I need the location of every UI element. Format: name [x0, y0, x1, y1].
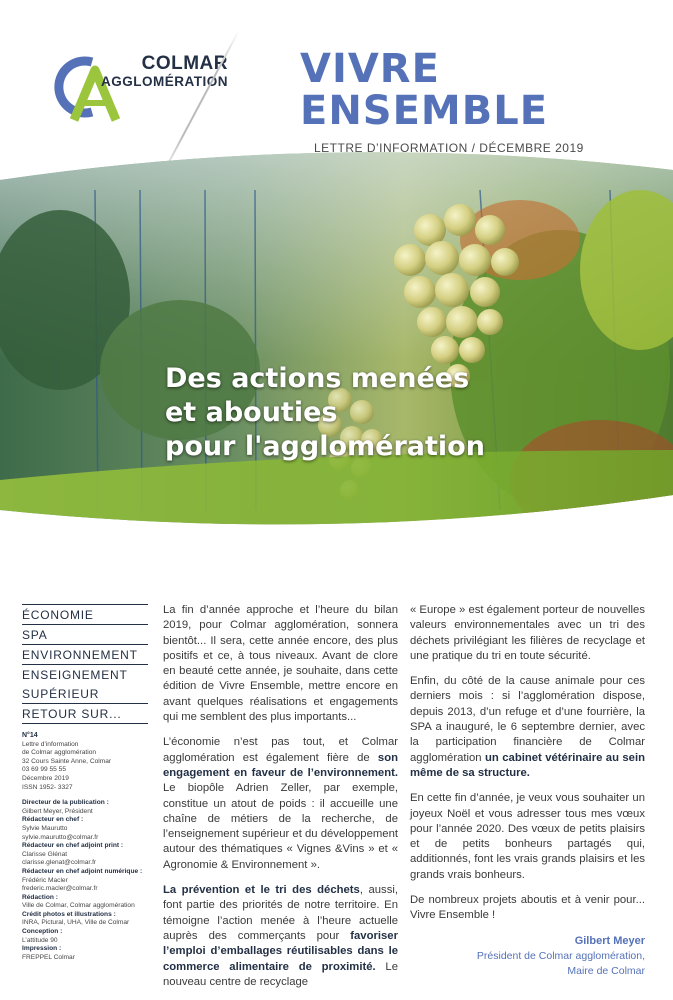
editor-email[interactable]: sylvie.maurutto@colmar.fr [22, 833, 99, 841]
nav-item-environnement[interactable]: ENVIRONNEMENT [22, 644, 148, 664]
masthead [22, 732, 152, 962]
printing-label: Impression : [22, 945, 62, 953]
hero-banner [0, 150, 673, 570]
printing-value: FREPPEL Colmar [22, 953, 75, 961]
section-nav [22, 604, 148, 724]
paragraph-environment [163, 735, 398, 873]
digital-editor-name: Frédéric Macler [22, 876, 68, 884]
masthead-issn: ISSN 1952- 3327 [22, 783, 73, 791]
hero-photo-grapes [0, 150, 673, 570]
highlight: un cabinet vétérinaire au sein même de sa structure. [410, 751, 646, 779]
text: L’économie n’est pas tout, et Colmar agglomération est également fière de [163, 736, 398, 764]
digital-editor-email[interactable]: frederic.macler@colmar.fr [22, 885, 98, 893]
masthead-address: 32 Cours Sainte Anne, Colmar [22, 757, 112, 765]
director-name: Gilbert Meyer, Président [22, 807, 93, 815]
signature-name: Gilbert Meyer [574, 934, 645, 947]
signature [410, 934, 645, 979]
logo-line-agglomeration: AGGLOMÉRATION [101, 74, 228, 89]
text: Le biopôle Adrien Zeller, par exemple, constitue un atout de poids : il accueille une chaîne de métiers de la recherche, de l’enseignement supérieur et du développement autour des thématiques « Vignes &Vins » et « Agronomie & Environnement ». [163, 782, 398, 871]
masthead-line: de Colmar agglomération [22, 749, 97, 757]
nav-item-superieur[interactable]: SUPÉRIEUR [22, 687, 100, 701]
print-editor-label: Rédacteur en chef adjoint print : [22, 842, 124, 850]
masthead-line: Lettre d’information [22, 740, 79, 748]
paragraph-waste [163, 883, 398, 990]
writing-value: Ville de Colmar, Colmar agglomération [22, 902, 135, 910]
hero-headline [165, 362, 645, 464]
print-editor-name: Clarisse Glénat [22, 850, 68, 858]
issue-number: N°14 [22, 732, 38, 739]
text: Le nouveau centre de recyclage [163, 960, 398, 988]
highlight: La prévention et le tri des déchets [163, 884, 360, 897]
digital-editor-label: Rédacteur en chef adjoint numérique : [22, 867, 143, 875]
editorial-column-1 [163, 603, 398, 1000]
design-label: Conception : [22, 928, 63, 936]
nav-item-economie[interactable]: ÉCONOMIE [22, 604, 148, 624]
newsletter-title [300, 48, 548, 132]
paragraph-spa [410, 674, 645, 781]
credits-label: Crédit photos et illustrations : [22, 910, 116, 918]
nav-item-spa[interactable]: SPA [22, 624, 148, 644]
director-label: Directeur de la publication : [22, 799, 109, 807]
text: , aussi, font partie des priorités de notre territoire. En témoigne l’action menée à l’heure actuelle auprès des commerçants pour [163, 884, 398, 942]
headline-line-3: pour l'agglomération [165, 431, 485, 462]
nav-item-enseignement[interactable]: ENSEIGNEMENT [22, 664, 148, 684]
headline-line-1: Des actions menées [165, 363, 470, 394]
paragraph-closing: De nombreux projets aboutis et à venir pour... Vivre Ensemble ! [410, 894, 645, 922]
masthead-date: Décembre 2019 [22, 774, 69, 782]
paragraph-wishes: En cette fin d’année, je veux vous souhaiter un joyeux Noël et vous adresser tous mes vœux pour l’année 2020. Des vœux de petits plaisirs et de petits bonheurs partagés qui, additionnés, font les vrais grands plaisirs et les grands vrais bonheurs. [410, 792, 645, 881]
editor-label: Rédacteur en chef : [22, 816, 84, 824]
editor-name: Sylvie Maurutto [22, 824, 68, 832]
highlight: favoriser l’emploi d’emballages réutilisables dans le commerce alimentaire de proximité. [163, 929, 398, 973]
writing-label: Rédaction : [22, 893, 58, 901]
headline-line-2: et abouties [165, 397, 338, 428]
editorial-column-2 [410, 603, 645, 979]
paragraph-recycling: « Europe » est également porteur de nouvelles valeurs environnementales avec un tri des déchets privilégiant les filières de recyclage et une pratique du tri en toute sécurité. [410, 604, 645, 662]
credits-value: INRA, Pictural, UHA, Ville de Colmar [22, 919, 130, 927]
paragraph-intro: La fin d’année approche et l’heure du bilan 2019, pour Colmar agglomération, sonnera bientôt... Il sera, cette année encore, des plus positifs et ce, à tous niveaux. Avant de clore en beauté cette année, je souhaite, dans cette édition de Vivre Ensemble, mettre encore en avant quelques réalisations et engagements qui me semblent des plus importants... [163, 604, 398, 724]
signature-role: Maire de Colmar [567, 964, 645, 977]
text: Enfin, du côté de la cause animale pour ces derniers mois : si l’agglomération dispose, depuis 2013, d’un refuge et d’une fourrière, la SPA a inauguré, le 6 septembre dernier, avec la participation financière de Colmar agglomération [410, 675, 645, 764]
masthead-phone: 03 69 99 55 55 [22, 766, 66, 774]
title-line-2: ENSEMBLE [300, 88, 549, 134]
print-editor-email[interactable]: clarisse.glenat@colmar.fr [22, 859, 97, 867]
logo-wordmark [88, 54, 228, 90]
title-line-1: VIVRE [300, 46, 440, 92]
signature-role: Président de Colmar agglomération, [476, 949, 645, 962]
highlight: son engagement en faveur de l’environnement. [163, 751, 398, 779]
newsletter-subtitle: LETTRE D’INFORMATION / DÉCEMBRE 2019 [314, 141, 584, 155]
design-value: L’attitude 90 [22, 936, 58, 944]
logo-line-colmar: COLMAR [141, 53, 228, 74]
nav-item-retour-sur[interactable]: RETOUR SUR... [22, 703, 148, 724]
